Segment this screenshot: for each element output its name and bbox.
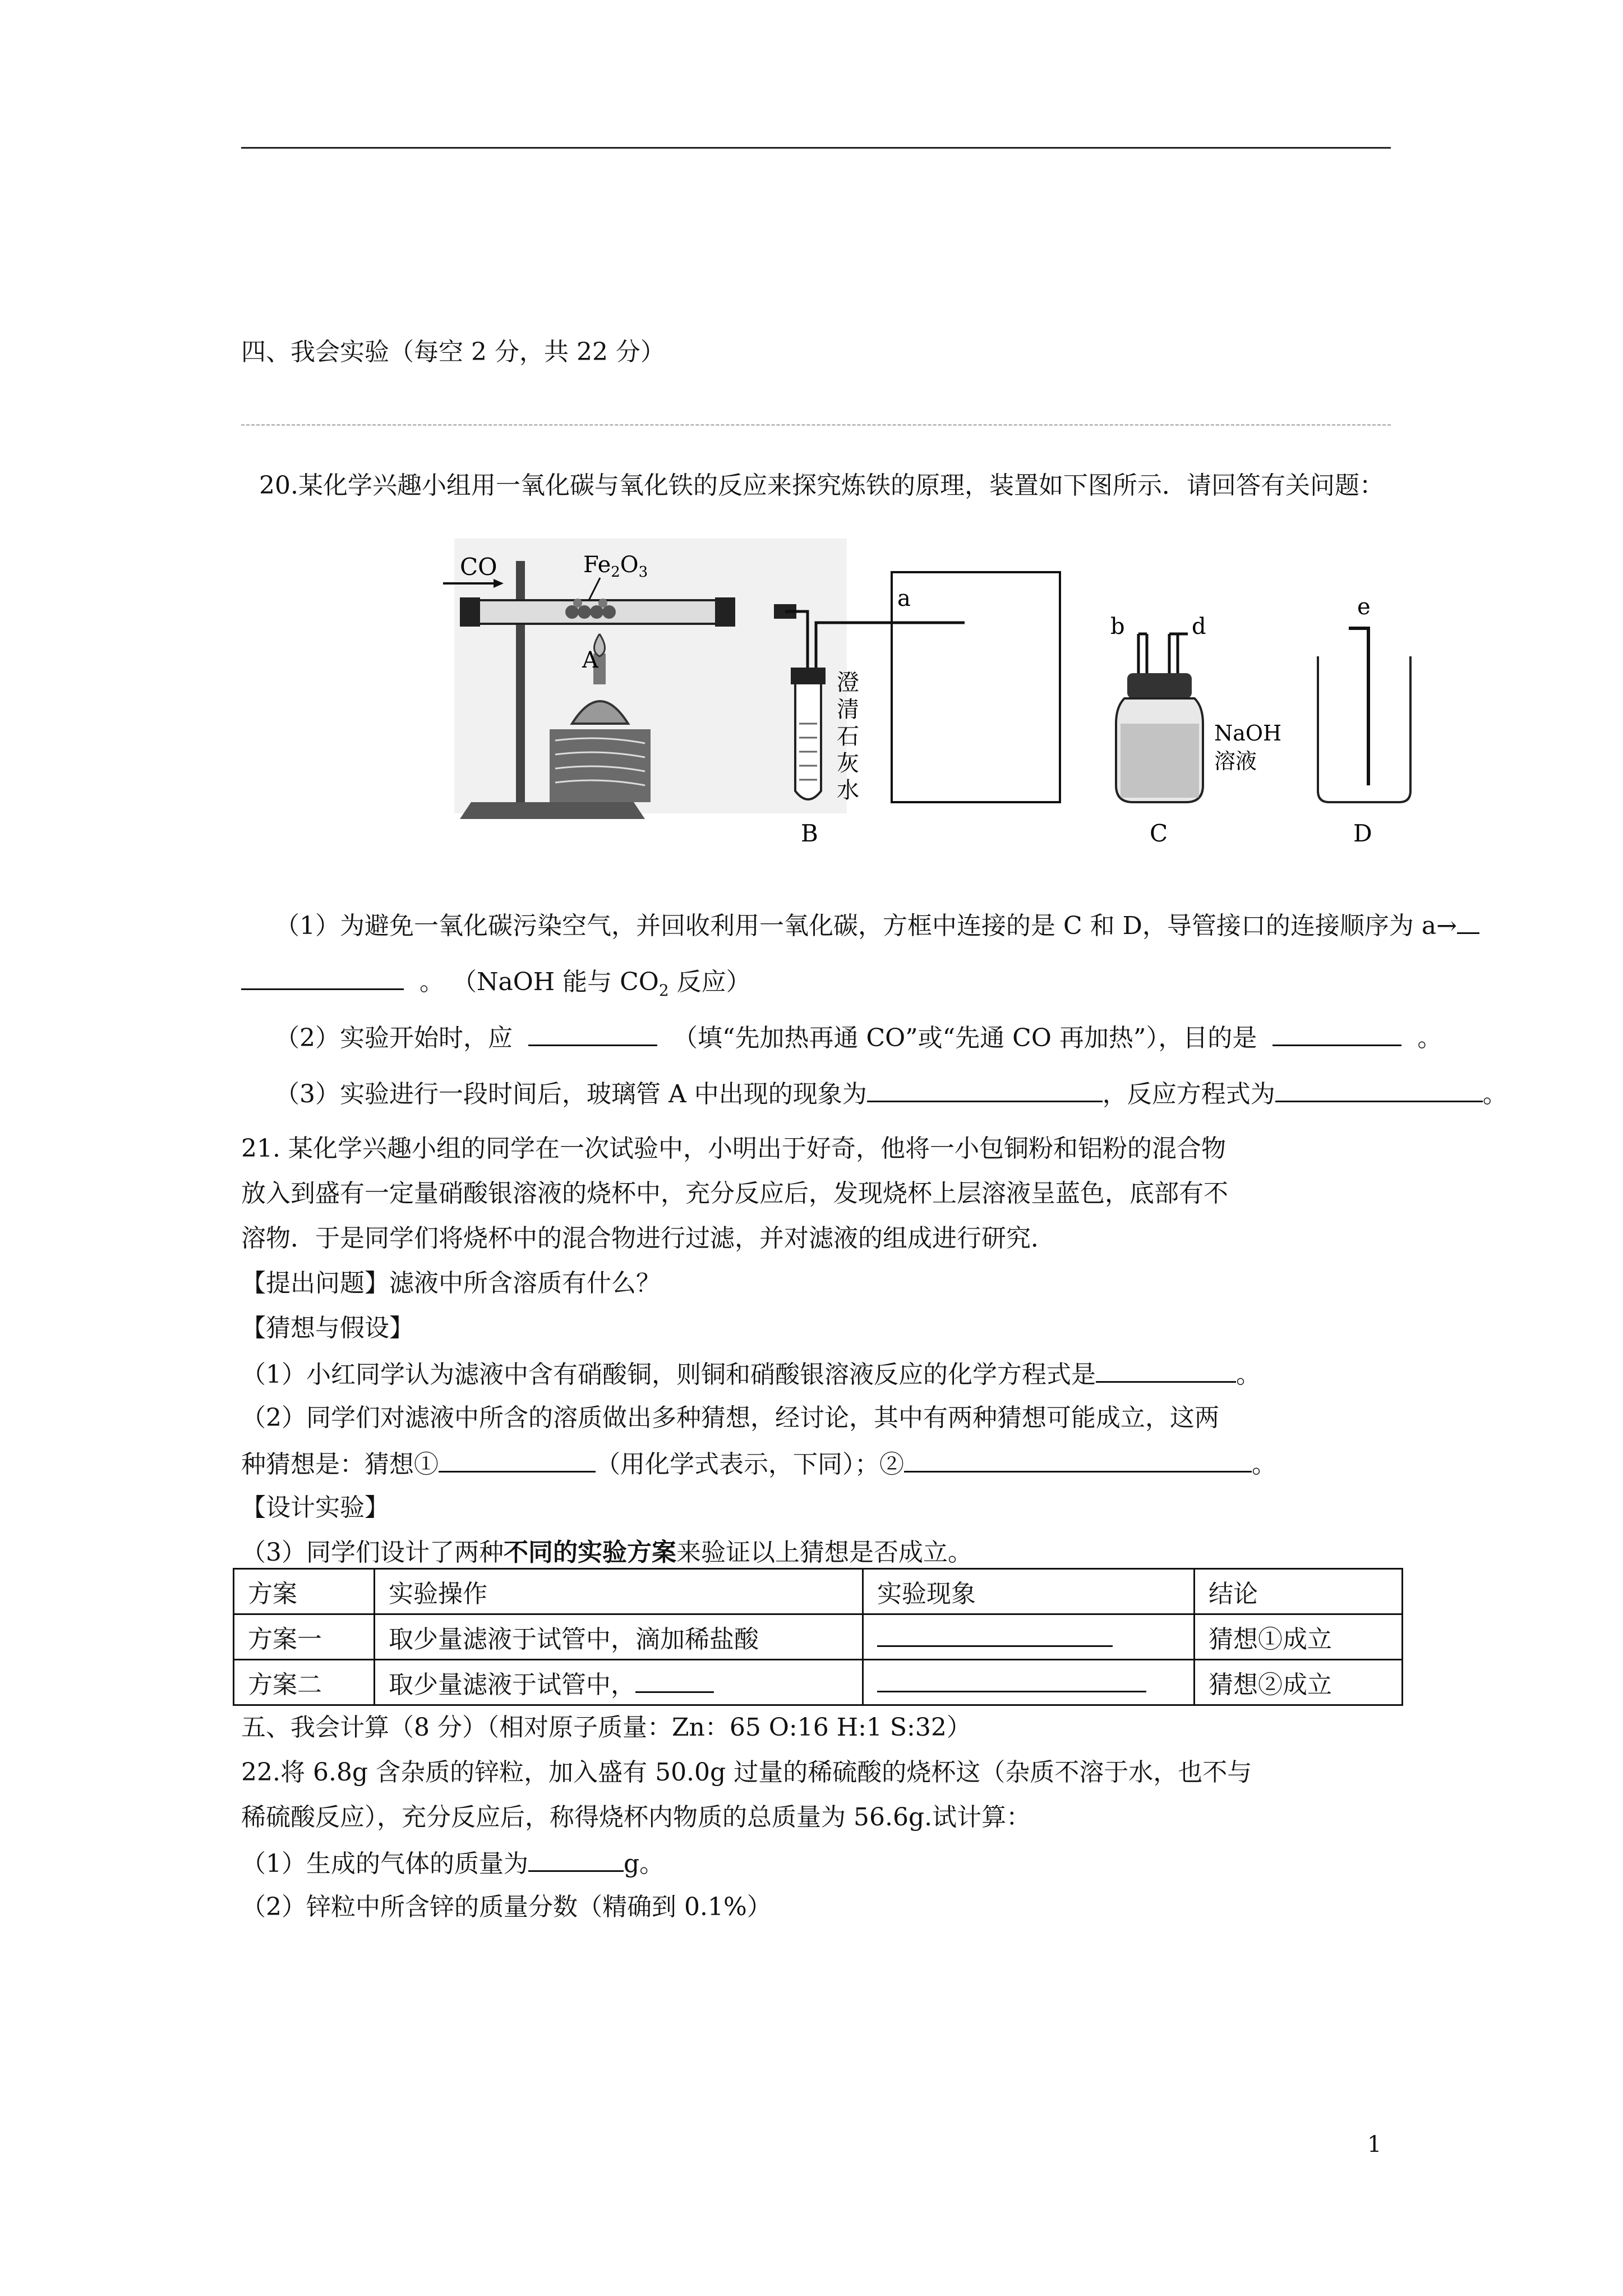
experiment-table <box>233 1568 1403 1706</box>
q21-hypothesis-heading: 【猜想与假设】 <box>241 1314 414 1342</box>
label-d: d <box>1192 614 1206 639</box>
answer-blank[interactable] <box>528 1020 657 1046</box>
stopper-left <box>460 597 480 627</box>
q22-line2: 稀硫酸反应），充分反应后，称得烧杯内物质的总质量为 56.6g.试计算： <box>241 1803 1031 1832</box>
iron-stand-rod <box>516 561 525 802</box>
fe2o3-label: $Fe_2O_3$ <box>583 552 648 581</box>
page-number: 1 <box>1367 2132 1382 2157</box>
header-rule <box>241 147 1391 149</box>
table-cell <box>863 1660 1195 1705</box>
answer-blank[interactable] <box>528 1846 624 1872</box>
stopper-B <box>791 668 826 684</box>
apparatus-figure <box>437 539 1424 853</box>
table-header: 实验操作 <box>375 1569 863 1614</box>
q22-part2: （2）锌粒中所含锌的质量分数（精确到 0.1%） <box>241 1893 772 1921</box>
table-cell: 取少量滤液于试管中，滴加稀盐酸 <box>375 1614 863 1660</box>
iron-stand-base <box>460 802 645 819</box>
table-cell: 取少量滤液于试管中， <box>375 1660 863 1705</box>
table-cell: 猜想①成立 <box>1195 1614 1403 1660</box>
naoh-label: NaOH <box>1214 721 1282 746</box>
answer-blank[interactable] <box>241 964 404 990</box>
q22-line1: 22.将 6.8g 含杂质的锌粒，加入盛有 50.0g 过量的稀硫酸的烧杯这（杂质不溶于水，也不与 <box>241 1758 1252 1787</box>
answer-blank[interactable] <box>1096 1356 1236 1383</box>
label-A: A <box>582 647 598 673</box>
q20-part1-line1: （1）为避免一氧化碳污染空气，并回收利用一氧化碳，方框中连接的是 C 和 D，导管接口的连接顺序为 a→ <box>275 908 1479 943</box>
q22-part1: （1）生成的气体的质量为 g。 <box>241 1846 664 1881</box>
q20-part3: （3）实验进行一段时间后，玻璃管 A 中出现的现象为 ，反应方程式为 。 <box>275 1076 1507 1111</box>
pipe-e <box>1349 628 1368 785</box>
answer-blank[interactable] <box>1457 908 1479 934</box>
svg-text:石: 石 <box>837 724 859 749</box>
section5-title: 五、我会计算（8 分）（相对原子质量：Zn：65 O:16 H:1 S:32） <box>241 1713 971 1742</box>
answer-blank[interactable] <box>635 1667 714 1693</box>
svg-text:清: 清 <box>837 697 859 723</box>
q21-ask: 【提出问题】滤液中所含溶质有什么？ <box>241 1269 661 1297</box>
answer-blank[interactable] <box>1275 1076 1483 1102</box>
connection-box <box>892 572 1060 802</box>
q21-h2-line1: （2）同学们对滤液中所含的溶质做出多种猜想，经讨论，其中有两种猜想可能成立，这两 <box>241 1404 1219 1432</box>
label-b: b <box>1110 614 1125 639</box>
q21-h2-line2: 种猜想是：猜想① （用化学式表示，下同）；② 。 <box>241 1446 1276 1481</box>
answer-blank[interactable] <box>867 1076 1103 1102</box>
q21-stem-line3: 溶物．于是同学们将烧杯中的混合物进行过滤，并对滤液的组成进行研究． <box>241 1224 1055 1253</box>
dashed-divider <box>241 424 1391 426</box>
table-row <box>234 1660 1403 1705</box>
label-D: D <box>1353 820 1372 847</box>
limewater-label <box>837 670 859 803</box>
table-header: 结论 <box>1195 1569 1403 1614</box>
answer-blank[interactable] <box>904 1446 1252 1473</box>
beaker-D <box>1318 656 1410 802</box>
answer-blank[interactable] <box>877 1666 1146 1692</box>
q20-part2: （2）实验开始时，应 （填“先加热再通 CO”或“先通 CO 再加热”），目的是 。 <box>275 1020 1442 1055</box>
answer-blank[interactable] <box>877 1621 1113 1647</box>
label-a: a <box>897 586 911 611</box>
svg-text:水: 水 <box>837 777 859 803</box>
table-cell: 方案二 <box>234 1660 375 1705</box>
test-tube-B <box>795 684 821 799</box>
label-e: e <box>1357 594 1371 620</box>
answer-blank[interactable] <box>1272 1020 1401 1046</box>
table-row <box>234 1614 1403 1660</box>
q21-d3: （3）同学们设计了两种不同的实验方案来验证以上猜想是否成立。 <box>241 1538 972 1567</box>
bottle-C-cap <box>1127 673 1192 698</box>
q21-stem-line1: 21. 某化学兴趣小组的同学在一次试验中，小明出于好奇，他将一小包铜粉和铝粉的混合物 <box>241 1134 1226 1163</box>
q21-design-heading: 【设计实验】 <box>241 1493 389 1522</box>
svg-text:灰: 灰 <box>837 751 859 776</box>
answer-blank[interactable] <box>439 1446 596 1473</box>
stopper-right <box>715 597 735 627</box>
q21-stem-line2: 放入到盛有一定量硝酸银溶液的烧杯中，充分反应后，发现烧杯上层溶液呈蓝色，底部有不 <box>241 1179 1228 1208</box>
table-cell: 猜想②成立 <box>1195 1660 1403 1705</box>
label-C: C <box>1150 820 1168 847</box>
table-cell <box>863 1614 1195 1660</box>
q20-stem: 20.某化学兴趣小组用一氧化碳与氧化铁的反应来探究炼铁的原理，装置如下图所示．请回答有关问题： <box>259 471 1384 500</box>
table-header: 实验现象 <box>863 1569 1195 1614</box>
label-B: B <box>801 820 818 847</box>
table-header: 方案 <box>234 1569 375 1614</box>
table-header-row <box>234 1569 1403 1614</box>
co-label: CO <box>460 553 497 581</box>
svg-text:澄: 澄 <box>837 670 859 696</box>
section4-title: 四、我会实验（每空 2 分，共 22 分） <box>241 338 665 366</box>
solution-label: 溶液 <box>1214 749 1257 774</box>
table-cell: 方案一 <box>234 1614 375 1660</box>
q20-part1-line2: 。 （NaOH 能与 $CO_2$ 反应） <box>241 964 751 999</box>
q21-h1: （1）小红同学认为滤液中含有硝酸铜，则铜和硝酸银溶液反应的化学方程式是 。 <box>241 1356 1261 1392</box>
